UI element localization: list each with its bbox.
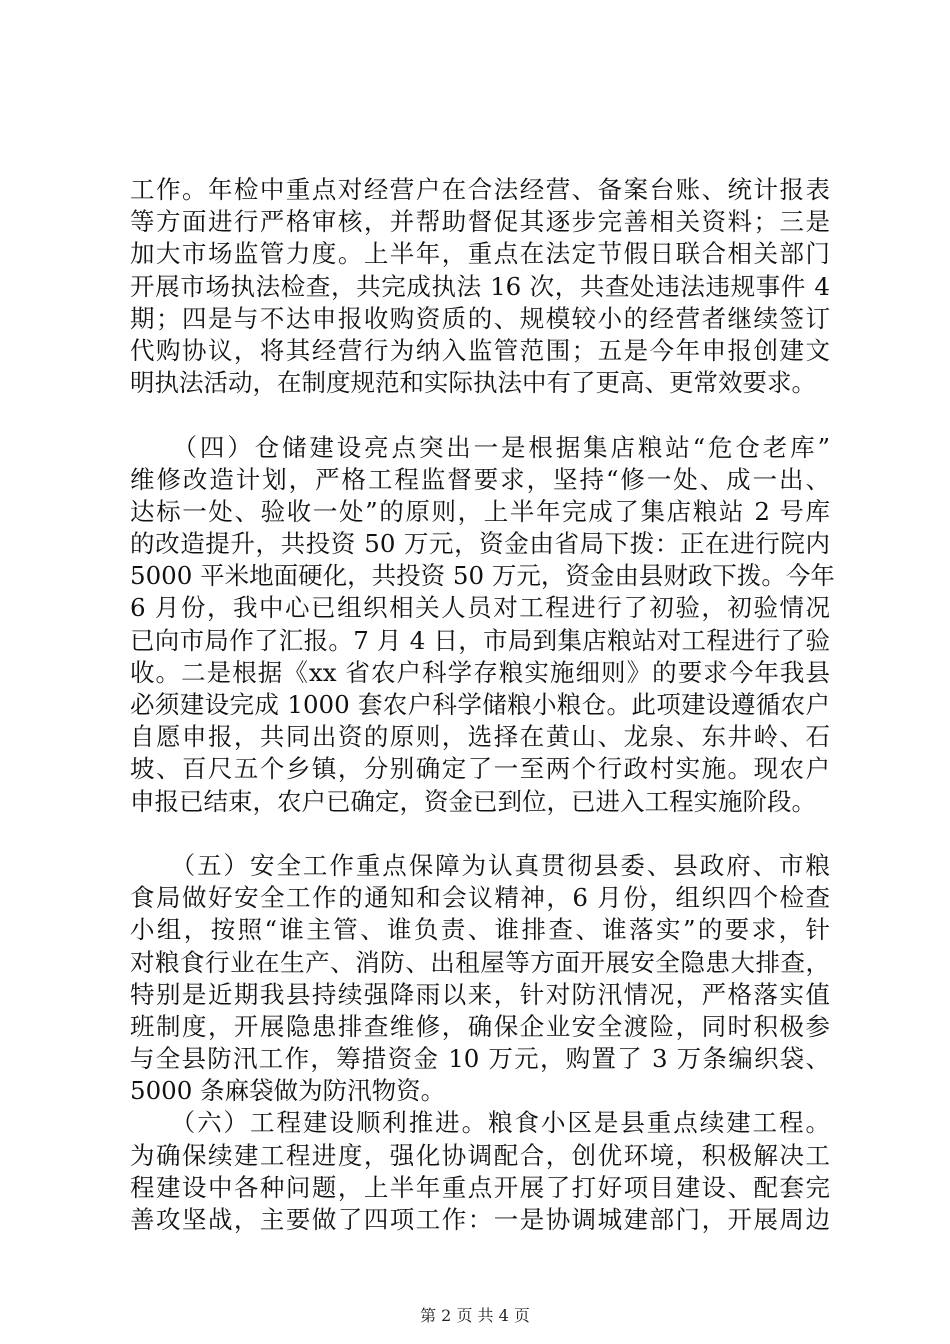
text-line: 对粮食行业在生产、消防、出租屋等方面开展安全隐患大排查，: [130, 947, 830, 977]
text-line: 收。二是根据《xx 省农户科学存粮实施细则》的要求今年我县: [130, 657, 830, 687]
text-line: 必须建设完成 1000 套农户科学储粮小粮仓。此项建设遵循农户: [130, 690, 830, 719]
text-line: 食局做好安全工作的通知和会议精神，6 月份，组织四个检查: [130, 883, 830, 913]
page-footer: [0, 1303, 950, 1326]
paragraph-engineering-progress: [130, 1107, 830, 1236]
text-line: 开展市场执法检查，共完成执法 16 次，共查处违法违规事件 4: [130, 271, 830, 301]
paragraph-storage-construction: [130, 432, 835, 818]
text-line: 班制度，开展隐患排查维修，确保企业安全渡险，同时积极参: [130, 1011, 830, 1041]
text-line: 特别是近期我县持续强降雨以来，针对防汛情况，严格落实值: [130, 979, 830, 1009]
text-line: 申报已结束，农户已确定，资金已到位，已进入工程实施阶段。: [130, 786, 816, 816]
text-line: 期；四是与不达申报收购资质的、规模较小的经营者继续签订: [130, 303, 830, 333]
text-line: 加大市场监管力度。上半年，重点在法定节假日联合相关部门: [130, 239, 830, 269]
text-line: 5000 平米地面硬化，共投资 50 万元，资金由县财政下拨。今年: [130, 561, 835, 591]
text-line: 的改造提升，共投资 50 万元，资金由省局下拨：正在进行院内: [130, 529, 830, 559]
text-line: （六）工程建设顺利推进。粮食小区是县重点续建工程。: [130, 1108, 830, 1138]
text-line: 代购协议，将其经营行为纳入监管范围；五是今年申报创建文: [130, 335, 830, 365]
page-number-label: 第 2 页 共 4 页: [420, 1306, 530, 1325]
paragraph-safety-work: [130, 850, 830, 1108]
text-line: （五）安全工作重点保障为认真贯彻县委、县政府、市粮: [130, 850, 830, 880]
text-line: 达标一处、验收一处”的原则，上半年完成了集店粮站 2 号库: [130, 496, 830, 526]
paragraph-gap: [130, 399, 830, 431]
text-line: 工作。年检中重点对经营户在合法经营、备案台账、统计报表: [130, 175, 830, 204]
text-line: 为确保续建工程进度，强化协调配合，创优环境，积极解决工: [130, 1140, 830, 1170]
text-line: 与全县防汛工作，筹措资金 10 万元，购置了 3 万条编织袋、: [130, 1044, 830, 1074]
text-line: 程建设中各种问题，上半年重点开展了打好项目建设、配套完: [130, 1172, 830, 1202]
text-line: 小组，按照“谁主管、谁负责、谁排查、谁落实”的要求，针: [130, 915, 830, 945]
paragraph-gap: [130, 818, 830, 850]
paragraph-market-supervision: [130, 174, 830, 399]
text-line: 善攻坚战，主要做了四项工作：一是协调城建部门，开展周边: [130, 1205, 830, 1234]
text-line: 等方面进行严格审核，并帮助督促其逐步完善相关资料；三是: [130, 207, 830, 237]
text-line: 明执法活动，在制度规范和实际执法中有了更高、更常效要求。: [130, 368, 816, 398]
text-line: 已向市局作了汇报。7 月 4 日，市局到集店粮站对工程进行了验: [130, 625, 830, 655]
text-line: 坡、百尺五个乡镇，分别确定了一至两个行政村实施。现农户: [130, 754, 830, 784]
document-body: [130, 174, 835, 1236]
text-line: 维修改造计划，严格工程监督要求，坚持“修一处、成一出、: [130, 464, 830, 494]
text-line: 自愿申报，共同出资的原则，选择在黄山、龙泉、东井岭、石: [130, 722, 830, 752]
text-line: （四）仓储建设亮点突出一是根据集店粮站“危仓老库”: [130, 432, 830, 462]
text-line: 6 月份，我中心已组织相关人员对工程进行了初验，初验情况: [130, 593, 830, 623]
text-line: 5000 条麻袋做为防汛物资。: [130, 1076, 446, 1106]
